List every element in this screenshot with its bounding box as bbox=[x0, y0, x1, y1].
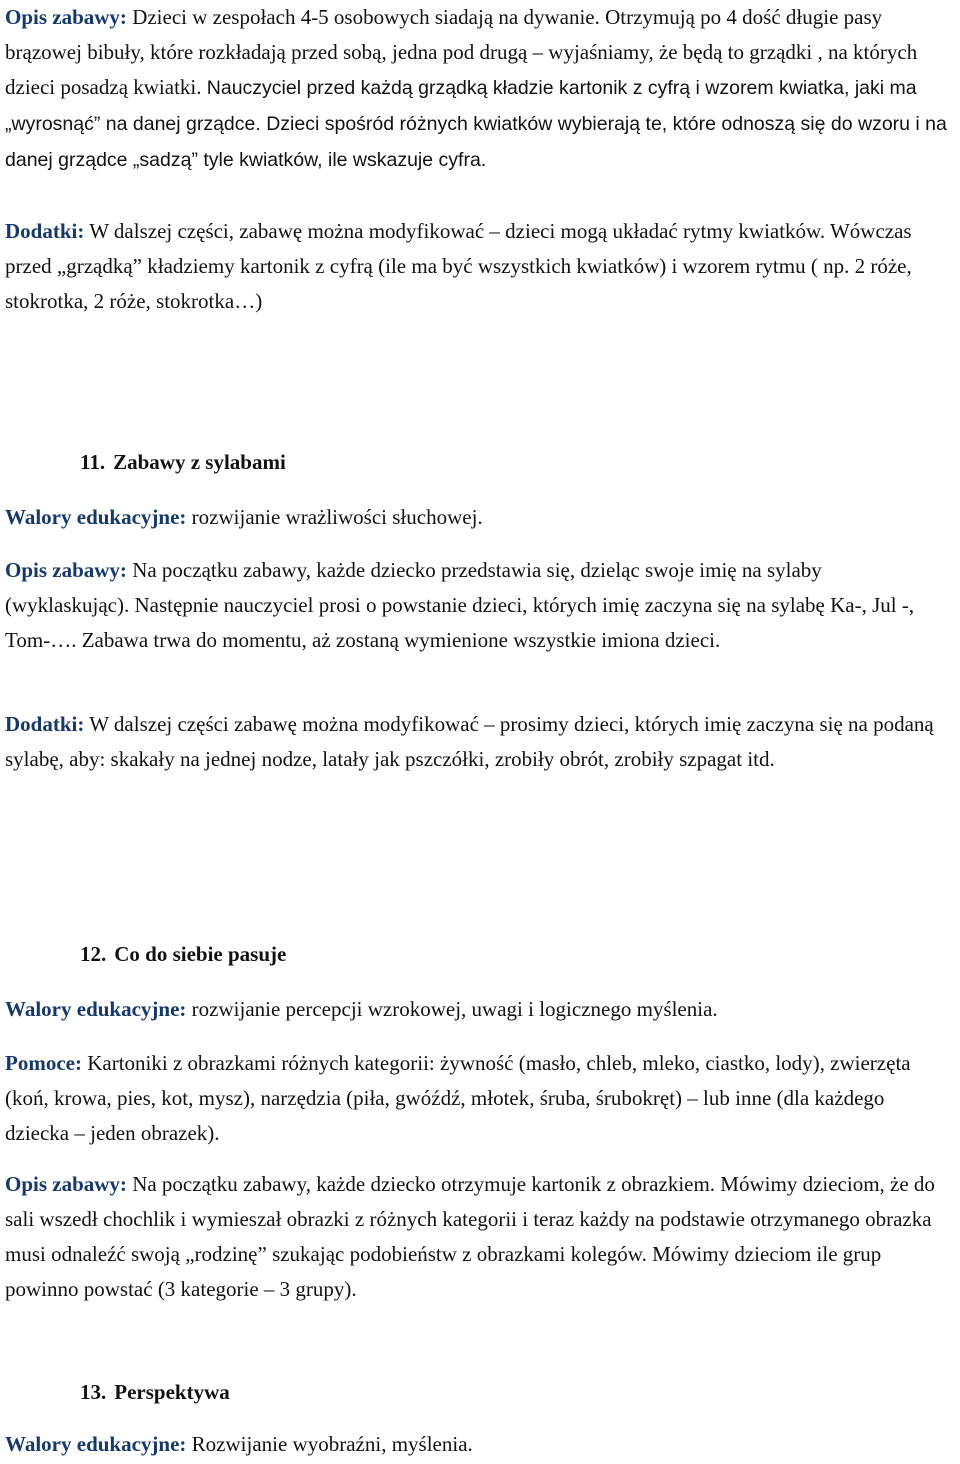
section-12-number: 12. bbox=[80, 942, 107, 966]
dodatki-label: Dodatki: bbox=[5, 712, 85, 736]
opis-zabawy-text-b: Nauczyciel przed każdą grządką kładzie kartonik z cyfrą i wzorem kwiatka, jaki ma „wyrosnąć” na danej grządce. bbox=[5, 77, 917, 135]
opis-zabawy-paragraph bbox=[5, 0, 950, 178]
walory-label: Walory edukacyjne: bbox=[5, 505, 187, 529]
section-11-heading bbox=[5, 445, 950, 480]
section-13-walory bbox=[5, 1427, 950, 1462]
section-10-end bbox=[5, 0, 950, 178]
walory-label: Walory edukacyjne: bbox=[5, 1432, 187, 1456]
walory-text: rozwijanie percepcji wzrokowej, uwagi i logicznego myślenia. bbox=[186, 997, 718, 1021]
dodatki-text: W dalszej części zabawę można modyfikować – prosimy dzieci, których imię zaczyna się na podaną sylabę, aby: skakały na jednej nodze, latały jak pszczółki, zrobiły obrót, zrobiły szpagat itd. bbox=[5, 712, 934, 771]
section-12-pomoce bbox=[5, 1046, 950, 1151]
walory-paragraph bbox=[5, 1427, 950, 1462]
section-11-dodatki bbox=[5, 707, 950, 777]
section-12-opis bbox=[5, 1167, 950, 1307]
section-12 bbox=[5, 937, 950, 972]
section-11-number: 11. bbox=[80, 450, 106, 474]
section-11 bbox=[5, 445, 950, 480]
walory-label: Walory edukacyjne: bbox=[5, 997, 187, 1021]
section-12-heading bbox=[5, 937, 950, 972]
dodatki-paragraph bbox=[5, 214, 950, 319]
section-11-title: Zabawy z sylabami bbox=[113, 450, 286, 474]
walory-text: rozwijanie wrażliwości słuchowej. bbox=[186, 505, 483, 529]
opis-zabawy-text: Na początku zabawy, każde dziecko otrzymuje kartonik z obrazkiem. Mówimy dzieciom, że do sali wszedł chochlik i wymieszał obrazki z różnych kategorii i teraz każdy na podstawie otrzymanego obrazka musi odnaleźć swoją „rodzinę” szukając podobieństw z obrazkami kolegów. Mówimy dzieciom ile grup powinno powstać (3 kategorie – 3 grupy). bbox=[5, 1172, 935, 1301]
walory-paragraph bbox=[5, 500, 950, 535]
section-13 bbox=[5, 1375, 950, 1410]
dodatki-paragraph bbox=[5, 707, 950, 777]
opis-zabawy-text-c: Dzieci spośród różnych kwiatków wybierają te, które odnoszą się do wzoru i na danej grządce „sadzą” tyle kwiatków, ile wskazuje cyfra. bbox=[5, 113, 947, 171]
section-12-title: Co do siebie pasuje bbox=[114, 942, 287, 966]
walory-paragraph bbox=[5, 992, 950, 1027]
opis-zabawy-paragraph bbox=[5, 1167, 950, 1307]
section-13-title: Perspektywa bbox=[114, 1380, 230, 1404]
pomoce-paragraph bbox=[5, 1046, 950, 1151]
pomoce-text: Kartoniki z obrazkami różnych kategorii: żywność (masło, chleb, mleko, ciastko, lody), zwierzęta (koń, krowa, pies, kot, mysz), narzędzia (piła, gwóźdź, młotek, śruba, śrubokręt) – lub inne (dla każdego dziecka – jeden obrazek). bbox=[5, 1051, 911, 1145]
opis-zabawy-paragraph bbox=[5, 553, 950, 658]
section-11-walory bbox=[5, 500, 950, 535]
section-12-walory bbox=[5, 992, 950, 1027]
section-13-number: 13. bbox=[80, 1380, 107, 1404]
section-11-opis bbox=[5, 553, 950, 658]
opis-zabawy-label: Opis zabawy: bbox=[5, 5, 127, 29]
opis-zabawy-label: Opis zabawy: bbox=[5, 1172, 127, 1196]
opis-zabawy-text: Na początku zabawy, każde dziecko przedstawia się, dzieląc swoje imię na sylaby (wyklaskując). Następnie nauczyciel prosi o powstanie dzieci, których imię zaczyna się na sylabę Ka-, Jul -, Tom-…. Zabawa trwa do momentu, aż zostaną wymienione wszystkie imiona dzieci. bbox=[5, 558, 915, 652]
dodatki-text: W dalszej części, zabawę można modyfikować – dzieci mogą układać rytmy kwiatków. Wówczas przed „grządką” kładziemy kartonik z cyfrą (ile ma być wszystkich kwiatków) i wzorem rytmu ( np. 2 róże, stokrotka, 2 róże, stokrotka…) bbox=[5, 219, 912, 313]
opis-zabawy-label: Opis zabawy: bbox=[5, 558, 127, 582]
walory-text: Rozwijanie wyobraźni, myślenia. bbox=[186, 1432, 473, 1456]
section-13-heading bbox=[5, 1375, 950, 1410]
opis-zabawy-text-a: Dzieci w zespołach 4-5 osobowych siadają na dywanie. Otrzymują po 4 dość długie pasy brązowej bibuły, które rozkładają przed sobą, jedna pod drugą – wyjaśniamy, że będą to grządki , na których dzieci posadzą kwiatki. bbox=[5, 5, 918, 99]
dodatki-label: Dodatki: bbox=[5, 219, 85, 243]
section-10-dodatki bbox=[5, 214, 950, 319]
pomoce-label: Pomoce: bbox=[5, 1051, 82, 1075]
